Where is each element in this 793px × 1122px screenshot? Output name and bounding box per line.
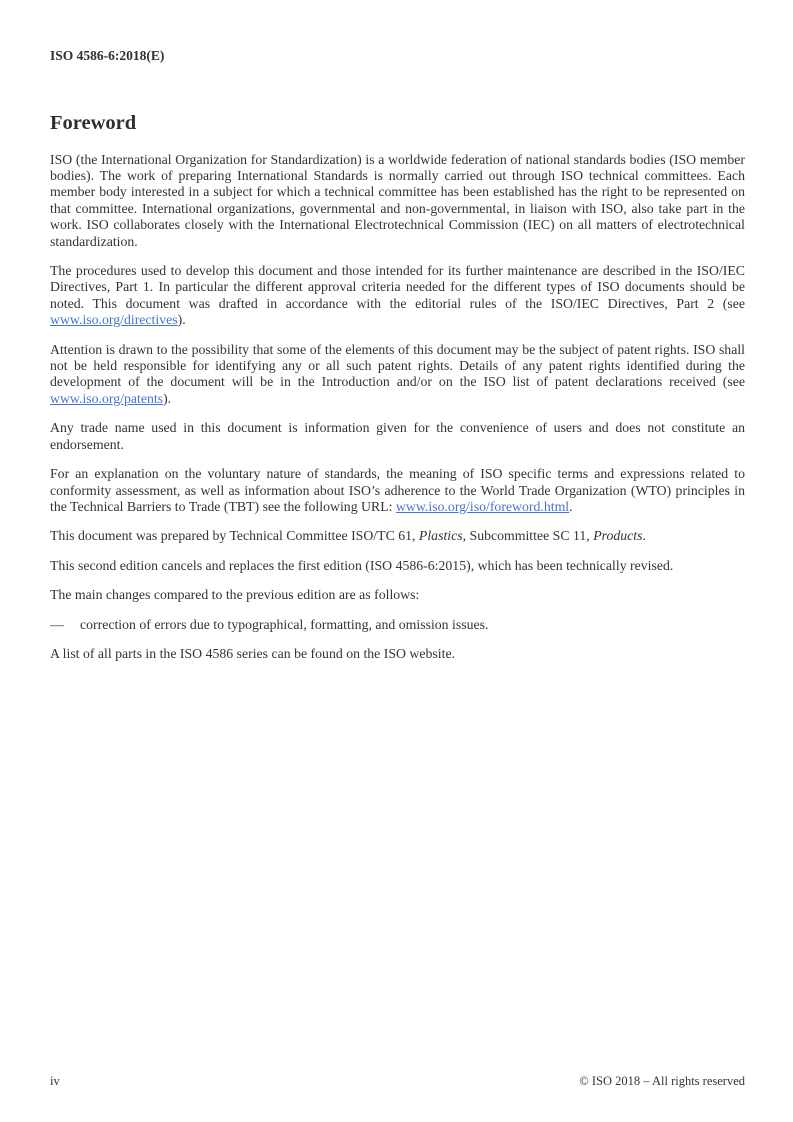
subcommittee-name-products: Products bbox=[593, 528, 643, 544]
committee-text-tail: . bbox=[642, 528, 646, 544]
em-dash-marker: — bbox=[50, 616, 64, 632]
committee-name-plastics: Plastics bbox=[418, 528, 463, 544]
link-iso-patents[interactable]: www.iso.org/patents bbox=[50, 390, 164, 406]
paragraph-patent-rights bbox=[50, 342, 745, 408]
paragraph-wto-text: For an explanation on the voluntary nature of standards, the meaning of ISO specific terms and expressions related to conformity assessment, as well as information about ISO’s adherence to the World Trade Organization (WTO) principles in the Technical Barriers to Trade (TBT) see the following URL: bbox=[50, 466, 745, 514]
page-footer bbox=[50, 1074, 745, 1089]
paragraph-technical-committee bbox=[50, 528, 745, 544]
page-number: iv bbox=[50, 1074, 60, 1088]
paragraph-patent-rights-text: Attention is drawn to the possibility that some of the elements of this document may be the subject of patent rights. ISO shall not be held responsible for identifying any or all such patent rights. Details of any patent rights identified during the development of the document will be in the Introduction and/or on the ISO list of patent declarations received (see bbox=[50, 341, 745, 390]
paragraph-wto-tail: . bbox=[569, 498, 573, 514]
paragraph-second-edition: This second edition cancels and replaces the first edition (ISO 4586-6:2015), which has been technically revised. bbox=[50, 557, 674, 573]
link-iso-foreword-url[interactable]: www.iso.org/iso/foreword.html bbox=[395, 498, 570, 514]
paragraph-wto-foreword bbox=[50, 466, 745, 515]
link-iso-directives[interactable]: www.iso.org/directives bbox=[50, 312, 178, 328]
change-list-item bbox=[50, 617, 745, 633]
paragraph-procedures-tail: ). bbox=[177, 312, 186, 328]
paragraph-parts-list: A list of all parts in the ISO 4586 series can be found on the ISO website. bbox=[50, 645, 456, 661]
change-list-item-text: correction of errors due to typographical, formatting, and omission issues. bbox=[80, 616, 489, 632]
paragraph-procedures-text: The procedures used to develop this document and those intended for its further maintenance are described in the ISO/IEC Directives, Part 1. In particular the different approval criteria needed for the different types of ISO documents should be noted. This document was drafted in accordance with the editorial rules of the ISO/IEC Directives, Part 2 (see bbox=[50, 263, 745, 311]
copyright-notice: © ISO 2018 – All rights reserved bbox=[579, 1074, 745, 1088]
page-title: Foreword bbox=[50, 112, 137, 134]
page-content bbox=[50, 48, 745, 662]
committee-text-lead: This document was prepared by Technical Committee ISO/TC 61, bbox=[50, 528, 419, 544]
document-reference: ISO 4586-6:2018(E) bbox=[50, 48, 165, 63]
paragraph-main-changes-intro: The main changes compared to the previous edition are as follows: bbox=[50, 587, 420, 603]
foreword-body bbox=[50, 152, 745, 663]
paragraph-iso-federation: ISO (the International Organization for Standardization) is a worldwide federation of national standards bodies (ISO member bodies). The work of preparing International Standards is normally carried out through ISO technical committees. Each member body interested in a subject for which a technical committee has been established has the right to be represented on that committee. International organizations, governmental and non-governmental, in liaison with ISO, also take part in the work. ISO collaborates closely with the International Electrotechnical Commission (IEC) on all matters of electrotechnical standardization. bbox=[50, 151, 745, 249]
committee-text-mid: , Subcommittee SC 11, bbox=[462, 528, 594, 544]
paragraph-procedures bbox=[50, 263, 745, 329]
paragraph-patent-rights-tail: ). bbox=[163, 390, 172, 406]
paragraph-trade-name: Any trade name used in this document is information given for the convenience of users and does not constitute an endorsement. bbox=[50, 420, 745, 452]
